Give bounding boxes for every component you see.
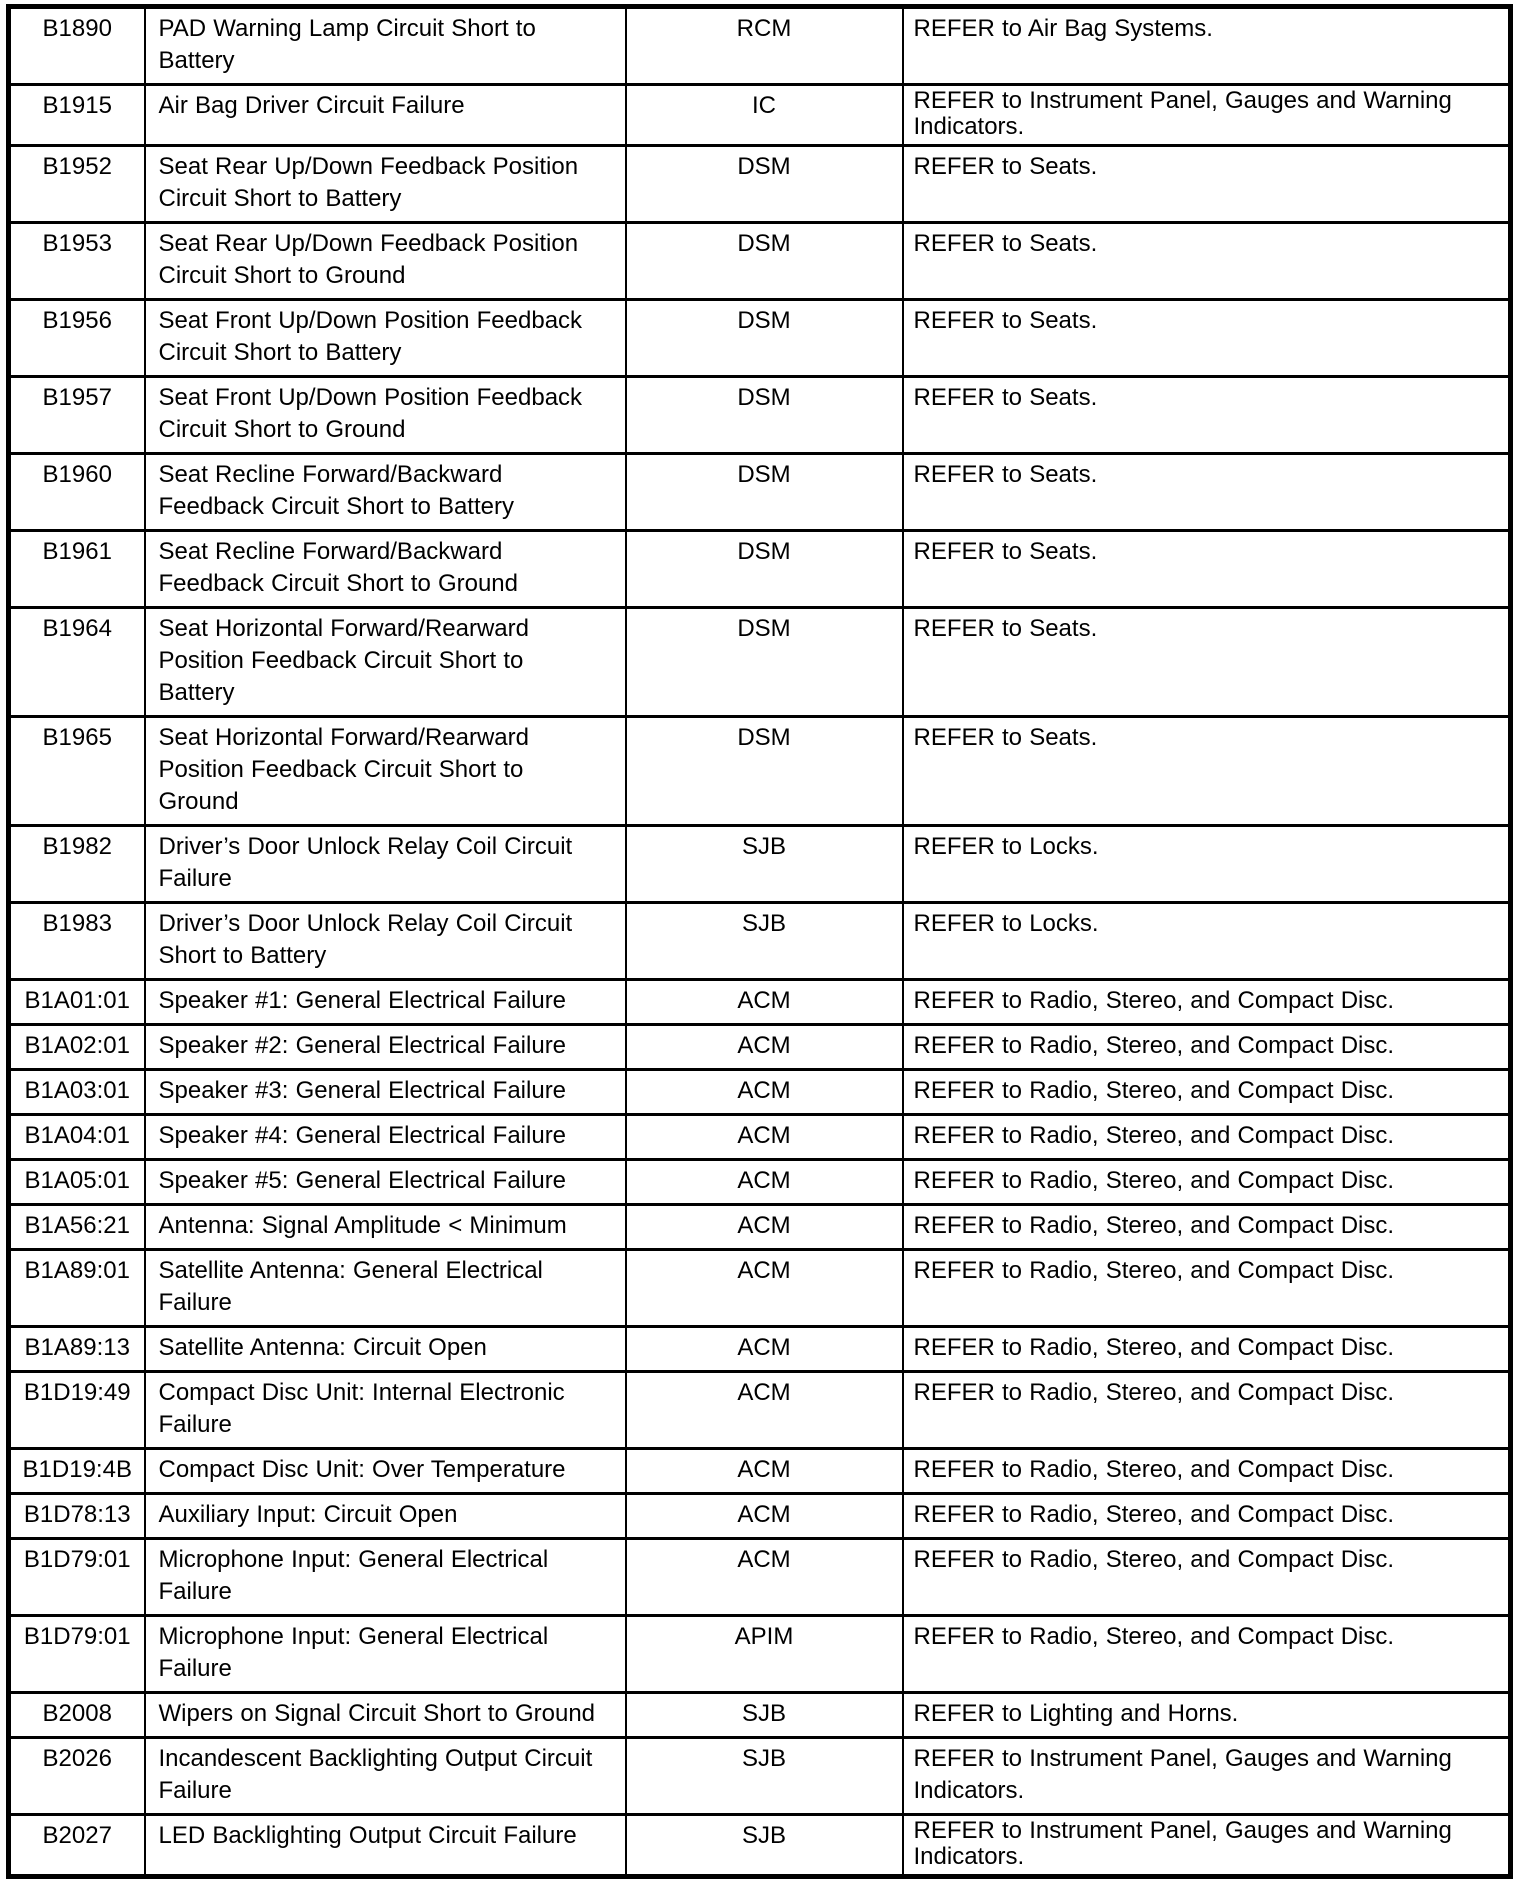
- module-cell: ACM: [626, 1160, 903, 1205]
- dtc-code-cell: B1961: [9, 531, 145, 608]
- module-cell: ACM: [626, 1250, 903, 1327]
- dtc-description-cell: PAD Warning Lamp Circuit Short to Battery: [145, 7, 626, 85]
- action-cell: REFER to Seats.: [903, 608, 1511, 717]
- module-cell: ACM: [626, 1449, 903, 1494]
- action-cell: REFER to Radio, Stereo, and Compact Disc.: [903, 1616, 1511, 1693]
- dtc-description-cell: Speaker #1: General Electrical Failure: [145, 980, 626, 1025]
- dtc-description-cell: Compact Disc Unit: Internal Electronic Failure: [145, 1372, 626, 1449]
- table-row: [9, 1738, 1511, 1815]
- module-cell: ACM: [626, 1205, 903, 1250]
- module-cell: ACM: [626, 1070, 903, 1115]
- module-cell: DSM: [626, 377, 903, 454]
- table-row: [9, 1160, 1511, 1205]
- dtc-code-cell: B1983: [9, 903, 145, 980]
- table-row: [9, 980, 1511, 1025]
- module-cell: DSM: [626, 717, 903, 826]
- module-cell: ACM: [626, 1327, 903, 1372]
- table-row: [9, 608, 1511, 717]
- dtc-code-cell: B1D78:13: [9, 1494, 145, 1539]
- dtc-description-cell: Driver’s Door Unlock Relay Coil Circuit Failure: [145, 826, 626, 903]
- dtc-code-cell: B1D79:01: [9, 1539, 145, 1616]
- dtc-description-cell: Seat Horizontal Forward/Rearward Position Feedback Circuit Short to Battery: [145, 608, 626, 717]
- module-cell: APIM: [626, 1616, 903, 1693]
- action-cell: REFER to Seats.: [903, 454, 1511, 531]
- action-cell: REFER to Radio, Stereo, and Compact Disc.: [903, 1250, 1511, 1327]
- table-row: [9, 1205, 1511, 1250]
- dtc-code-cell: B1A89:13: [9, 1327, 145, 1372]
- dtc-description-cell: Speaker #4: General Electrical Failure: [145, 1115, 626, 1160]
- table-row: [9, 146, 1511, 223]
- dtc-code-cell: B1A89:01: [9, 1250, 145, 1327]
- table-row: [9, 1494, 1511, 1539]
- dtc-index-table: [6, 4, 1513, 1879]
- module-cell: SJB: [626, 1815, 903, 1877]
- dtc-description-cell: Seat Horizontal Forward/Rearward Position Feedback Circuit Short to Ground: [145, 717, 626, 826]
- dtc-description-cell: Compact Disc Unit: Over Temperature: [145, 1449, 626, 1494]
- dtc-description-cell: Speaker #2: General Electrical Failure: [145, 1025, 626, 1070]
- table-row: [9, 1693, 1511, 1738]
- dtc-description-cell: Speaker #3: General Electrical Failure: [145, 1070, 626, 1115]
- module-cell: DSM: [626, 146, 903, 223]
- dtc-description-cell: Wipers on Signal Circuit Short to Ground: [145, 1693, 626, 1738]
- dtc-code-cell: B1A05:01: [9, 1160, 145, 1205]
- table-row: [9, 1250, 1511, 1327]
- dtc-description-cell: Microphone Input: General Electrical Failure: [145, 1539, 626, 1616]
- dtc-description-cell: Microphone Input: General Electrical Failure: [145, 1616, 626, 1693]
- module-cell: DSM: [626, 454, 903, 531]
- action-cell: REFER to Radio, Stereo, and Compact Disc.: [903, 1372, 1511, 1449]
- action-cell: REFER to Air Bag Systems.: [903, 7, 1511, 85]
- dtc-code-cell: B2027: [9, 1815, 145, 1877]
- table-row: [9, 1539, 1511, 1616]
- action-cell: REFER to Lighting and Horns.: [903, 1693, 1511, 1738]
- dtc-code-cell: B1965: [9, 717, 145, 826]
- module-cell: SJB: [626, 826, 903, 903]
- module-cell: ACM: [626, 1494, 903, 1539]
- action-cell: REFER to Radio, Stereo, and Compact Disc.: [903, 1327, 1511, 1372]
- table-row: [9, 1327, 1511, 1372]
- dtc-code-cell: B1A04:01: [9, 1115, 145, 1160]
- module-cell: DSM: [626, 223, 903, 300]
- dtc-code-cell: B1A01:01: [9, 980, 145, 1025]
- dtc-code-cell: B1A56:21: [9, 1205, 145, 1250]
- action-cell: REFER to Seats.: [903, 531, 1511, 608]
- table-row: [9, 1372, 1511, 1449]
- dtc-description-cell: Seat Rear Up/Down Feedback Position Circuit Short to Battery: [145, 146, 626, 223]
- dtc-code-cell: B1D19:4B: [9, 1449, 145, 1494]
- table-row: [9, 826, 1511, 903]
- dtc-code-cell: B1964: [9, 608, 145, 717]
- module-cell: ACM: [626, 1115, 903, 1160]
- action-cell: REFER to Radio, Stereo, and Compact Disc.: [903, 1160, 1511, 1205]
- action-cell: REFER to Locks.: [903, 903, 1511, 980]
- table-row: [9, 1815, 1511, 1877]
- dtc-code-cell: B1A03:01: [9, 1070, 145, 1115]
- dtc-code-cell: B1982: [9, 826, 145, 903]
- action-cell: REFER to Seats.: [903, 377, 1511, 454]
- dtc-code-cell: B1952: [9, 146, 145, 223]
- table-row: [9, 1616, 1511, 1693]
- module-cell: RCM: [626, 7, 903, 85]
- table-row: [9, 7, 1511, 85]
- dtc-code-cell: B1890: [9, 7, 145, 85]
- dtc-code-cell: B1A02:01: [9, 1025, 145, 1070]
- dtc-description-cell: Driver’s Door Unlock Relay Coil Circuit Short to Battery: [145, 903, 626, 980]
- dtc-description-cell: Incandescent Backlighting Output Circuit Failure: [145, 1738, 626, 1815]
- module-cell: ACM: [626, 1372, 903, 1449]
- dtc-description-cell: Seat Front Up/Down Position Feedback Circuit Short to Ground: [145, 377, 626, 454]
- module-cell: DSM: [626, 300, 903, 377]
- action-cell: REFER to Radio, Stereo, and Compact Disc.: [903, 1070, 1511, 1115]
- table-row: [9, 1449, 1511, 1494]
- table-row: [9, 903, 1511, 980]
- action-cell: REFER to Seats.: [903, 223, 1511, 300]
- dtc-description-cell: Satellite Antenna: Circuit Open: [145, 1327, 626, 1372]
- dtc-description-cell: Auxiliary Input: Circuit Open: [145, 1494, 626, 1539]
- action-cell: REFER to Instrument Panel, Gauges and Warning Indicators.: [903, 85, 1511, 146]
- dtc-description-cell: Seat Rear Up/Down Feedback Position Circuit Short to Ground: [145, 223, 626, 300]
- dtc-code-cell: B1D79:01: [9, 1616, 145, 1693]
- module-cell: ACM: [626, 980, 903, 1025]
- action-cell: REFER to Seats.: [903, 300, 1511, 377]
- table-row: [9, 454, 1511, 531]
- table-row: [9, 531, 1511, 608]
- action-cell: REFER to Radio, Stereo, and Compact Disc.: [903, 1115, 1511, 1160]
- table-row: [9, 1025, 1511, 1070]
- table-row: [9, 85, 1511, 146]
- table-row: [9, 717, 1511, 826]
- action-cell: REFER to Radio, Stereo, and Compact Disc.: [903, 1449, 1511, 1494]
- table-row: [9, 377, 1511, 454]
- table-row: [9, 300, 1511, 377]
- module-cell: ACM: [626, 1025, 903, 1070]
- dtc-code-cell: B1D19:49: [9, 1372, 145, 1449]
- dtc-code-cell: B2026: [9, 1738, 145, 1815]
- action-cell: REFER to Radio, Stereo, and Compact Disc.: [903, 980, 1511, 1025]
- dtc-code-cell: B1956: [9, 300, 145, 377]
- dtc-table-body: [9, 7, 1511, 1877]
- action-cell: REFER to Radio, Stereo, and Compact Disc.: [903, 1205, 1511, 1250]
- dtc-code-cell: B2008: [9, 1693, 145, 1738]
- dtc-code-cell: B1960: [9, 454, 145, 531]
- action-cell: REFER to Instrument Panel, Gauges and Warning Indicators.: [903, 1815, 1511, 1877]
- dtc-description-cell: Speaker #5: General Electrical Failure: [145, 1160, 626, 1205]
- module-cell: SJB: [626, 1738, 903, 1815]
- dtc-description-cell: Seat Recline Forward/Backward Feedback Circuit Short to Battery: [145, 454, 626, 531]
- action-cell: REFER to Radio, Stereo, and Compact Disc.: [903, 1025, 1511, 1070]
- dtc-description-cell: Seat Front Up/Down Position Feedback Circuit Short to Battery: [145, 300, 626, 377]
- module-cell: SJB: [626, 903, 903, 980]
- dtc-description-cell: Seat Recline Forward/Backward Feedback Circuit Short to Ground: [145, 531, 626, 608]
- table-row: [9, 223, 1511, 300]
- dtc-code-cell: B1957: [9, 377, 145, 454]
- module-cell: DSM: [626, 608, 903, 717]
- dtc-code-cell: B1915: [9, 85, 145, 146]
- dtc-description-cell: Satellite Antenna: General Electrical Failure: [145, 1250, 626, 1327]
- dtc-description-cell: Air Bag Driver Circuit Failure: [145, 85, 626, 146]
- dtc-description-cell: Antenna: Signal Amplitude < Minimum: [145, 1205, 626, 1250]
- dtc-description-cell: LED Backlighting Output Circuit Failure: [145, 1815, 626, 1877]
- module-cell: DSM: [626, 531, 903, 608]
- module-cell: ACM: [626, 1539, 903, 1616]
- action-cell: REFER to Radio, Stereo, and Compact Disc.: [903, 1494, 1511, 1539]
- module-cell: SJB: [626, 1693, 903, 1738]
- action-cell: REFER to Locks.: [903, 826, 1511, 903]
- dtc-code-cell: B1953: [9, 223, 145, 300]
- action-cell: REFER to Instrument Panel, Gauges and Warning Indicators.: [903, 1738, 1511, 1815]
- module-cell: IC: [626, 85, 903, 146]
- action-cell: REFER to Seats.: [903, 717, 1511, 826]
- table-row: [9, 1115, 1511, 1160]
- action-cell: REFER to Seats.: [903, 146, 1511, 223]
- action-cell: REFER to Radio, Stereo, and Compact Disc.: [903, 1539, 1511, 1616]
- table-row: [9, 1070, 1511, 1115]
